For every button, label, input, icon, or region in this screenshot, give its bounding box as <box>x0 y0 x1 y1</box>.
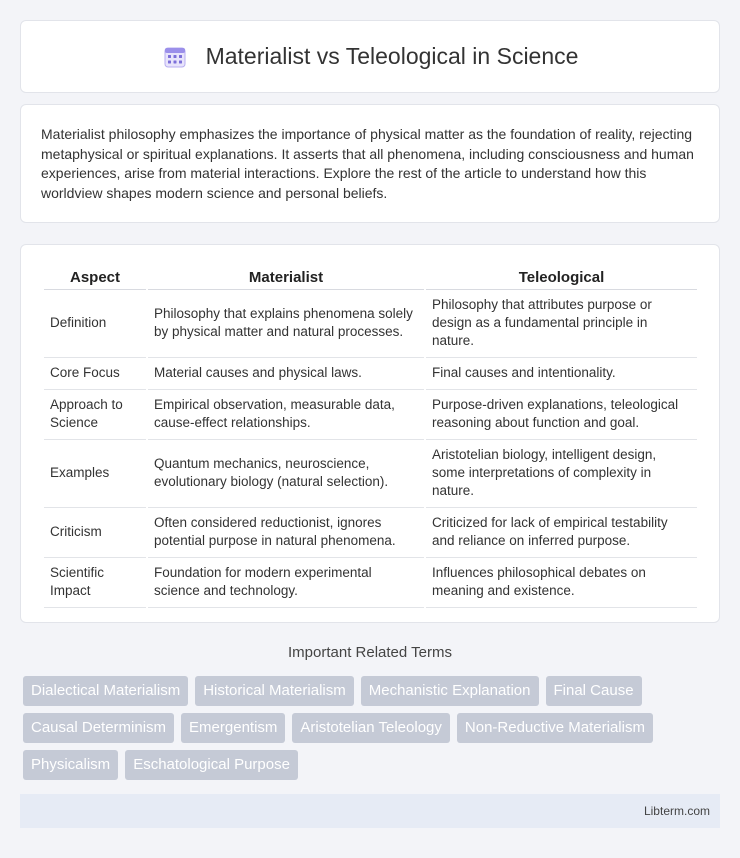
cell-teleological: Purpose-driven explanations, teleological reasoning about function and goal. <box>426 390 697 440</box>
table-row <box>44 358 697 390</box>
related-term-tag[interactable]: Historical Materialism <box>195 676 354 706</box>
table-header-row <box>44 265 697 290</box>
table-row <box>44 390 697 440</box>
related-term-tag[interactable]: Emergentism <box>181 713 285 743</box>
related-terms-title: Important Related Terms <box>288 644 452 661</box>
cell-materialist: Material causes and physical laws. <box>148 358 424 390</box>
header-materialist: Materialist <box>148 265 424 290</box>
page-title: Materialist vs Teleological in Science <box>205 43 579 69</box>
cell-teleological: Aristotelian biology, intelligent design, some interpretations of complexity in nature. <box>426 440 697 508</box>
cell-aspect: Scientific Impact <box>44 558 146 608</box>
related-term-tag[interactable]: Non-Reductive Materialism <box>457 713 653 743</box>
cell-teleological: Influences philosophical debates on meaning and existence. <box>426 558 697 608</box>
title-card <box>20 20 720 93</box>
cell-aspect: Approach to Science <box>44 390 146 440</box>
footer <box>20 794 720 828</box>
cell-aspect: Definition <box>44 290 146 358</box>
footer-site-link[interactable]: Libterm.com <box>643 804 710 818</box>
header-aspect: Aspect <box>44 265 146 290</box>
related-term-tag[interactable]: Dialectical Materialism <box>23 676 188 706</box>
comparison-table <box>42 265 699 608</box>
intro-card <box>20 104 720 223</box>
cell-materialist: Foundation for modern experimental science and technology. <box>148 558 424 608</box>
table-row <box>44 440 697 508</box>
related-term-tag[interactable]: Final Cause <box>546 676 642 706</box>
cell-materialist: Often considered reductionist, ignores potential purpose in natural phenomena. <box>148 508 424 558</box>
comparison-table-card <box>20 244 720 623</box>
cell-aspect: Core Focus <box>44 358 146 390</box>
cell-teleological: Philosophy that attributes purpose or design as a fundamental principle in nature. <box>426 290 697 358</box>
cell-aspect: Examples <box>44 440 146 508</box>
cell-materialist: Empirical observation, measurable data, cause-effect relationships. <box>148 390 424 440</box>
related-term-tag[interactable]: Causal Determinism <box>23 713 174 743</box>
related-term-tag[interactable]: Eschatological Purpose <box>125 750 298 780</box>
cell-materialist: Philosophy that explains phenomena solely by physical matter and natural processes. <box>148 290 424 358</box>
table-row <box>44 290 697 358</box>
cell-teleological: Final causes and intentionality. <box>426 358 697 390</box>
cell-materialist: Quantum mechanics, neuroscience, evolutionary biology (natural selection). <box>148 440 424 508</box>
title-wrap <box>162 43 579 70</box>
header-teleological: Teleological <box>426 265 697 290</box>
related-term-tag[interactable]: Mechanistic Explanation <box>361 676 539 706</box>
table-row <box>44 508 697 558</box>
related-terms-list <box>23 676 723 780</box>
table-row <box>44 558 697 608</box>
calendar-grid-icon <box>162 44 188 70</box>
intro-text: Materialist philosophy emphasizes the importance of physical matter as the foundation of reality, rejecting metaphysical or spiritual explanations. It asserts that all phenomena, including consciousness and human experiences, arise from material interactions. Explore the rest of the article to understand how this worldview shapes modern science and personal beliefs. <box>41 126 694 201</box>
cell-teleological: Criticized for lack of empirical testability and reliance on inferred purpose. <box>426 508 697 558</box>
related-term-tag[interactable]: Aristotelian Teleology <box>292 713 449 743</box>
related-term-tag[interactable]: Physicalism <box>23 750 118 780</box>
cell-aspect: Criticism <box>44 508 146 558</box>
